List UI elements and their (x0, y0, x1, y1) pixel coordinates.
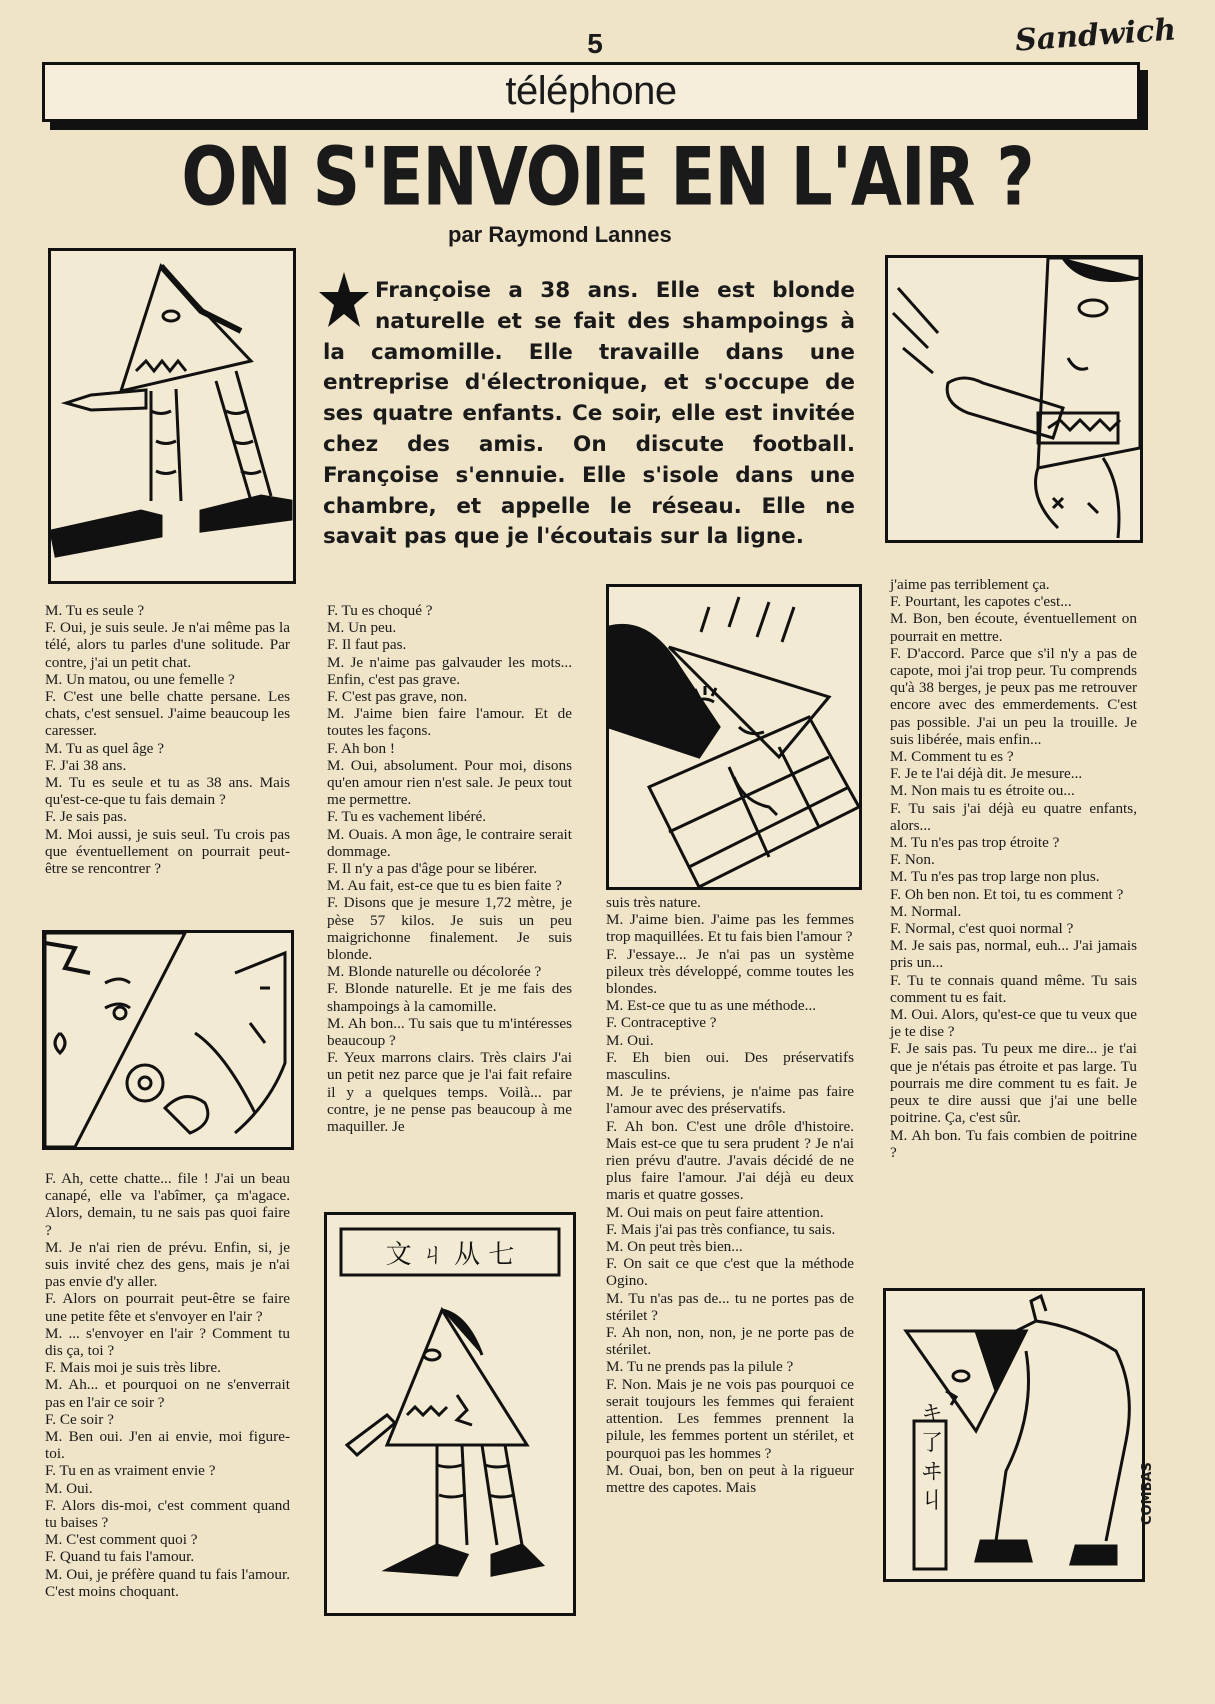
dialogue-line: F. Mais moi je suis très libre. (45, 1359, 221, 1377)
cartoon-drawing-icon (888, 258, 1140, 540)
dialogue-line: M. Tu ne prends pas la pilule ? (606, 1358, 794, 1376)
dialogue-line: F. Il faut pas. (327, 636, 407, 654)
byline: par Raymond Lannes (448, 222, 672, 247)
dialogue-line: F. Ah bon ! (327, 739, 395, 757)
dialogue-line: M. Tu as quel âge ? (45, 739, 164, 757)
dialogue-line: F. Je te l'ai déjà dit. Je mesure... (890, 765, 1083, 783)
intro-paragraph (323, 276, 855, 553)
dialogue-line: M. Tu n'es pas trop étroite ? (890, 834, 1060, 852)
dialogue-line: F. Oh ben non. Et toi, tu es comment ? (890, 885, 1124, 903)
sign-text: 文 ㄐ 从 七 (385, 1240, 515, 1270)
dialogue-line: F. J'ai 38 ans. (45, 756, 127, 774)
dialogue-line: M. Un peu. (327, 619, 397, 637)
dialogue-line: F. Quand tu fais l'amour. (45, 1548, 195, 1566)
dialogue-line: F. Non. (890, 851, 935, 869)
dialogue-line: M. Oui. Alors, qu'est-ce que tu veux que je te dise ? (890, 1006, 1137, 1041)
dialogue-line: F. Je sais pas. (45, 808, 127, 826)
dialogue-line: F. Ce soir ? (45, 1410, 114, 1428)
dialogue-line: M. Comment tu es ? (890, 748, 1014, 766)
intro-text: Françoise a 38 ans. Elle est blonde naturelle et se fait des shampoings à la camomille. Elle travaille dans une entreprise d'électronique, et s'occupe de ses quatre enfants. Ce soir, elle est invitée chez des amis. On discute football. Françoise s'ennuie. Elle s'isole dans une chambre, et appelle le réseau. Elle ne savait pas que je l'écoutais sur la ligne. (323, 278, 855, 550)
dialogue-line: M. Je n'aime pas galvauder les mots... Enfin, c'est pas grave. (327, 653, 572, 688)
rubric-label: téléphone (505, 69, 677, 113)
cartoon-drawing-icon (327, 1215, 573, 1613)
dialogue-line: M. Ah bon. Tu fais combien de poitrine ? (890, 1126, 1137, 1161)
dialogue-line: M. Je n'ai rien de prévu. Enfin, si, je suis invité chez des gens, mais je n'ai pas envie d'y aller. (45, 1238, 290, 1291)
dialogue-line: F. J'essaye... Je n'ai pas un système pileux très développé, comme toutes les blondes. (606, 945, 854, 998)
dialogue-line: F. Eh bien oui. Des préservatifs masculins. (606, 1048, 854, 1084)
sign-text-vertical: キ 了 ヰ 丩 (917, 1401, 943, 1511)
illustration-face-closeup (606, 584, 862, 890)
dialogue-line: F. Ah, cette chatte... file ! J'ai un beau canapé, elle va l'abîmer, ça m'agace. Alors, demain, tu ne sais pas quoi faire ? (45, 1170, 290, 1239)
dialogue-line: M. Ben oui. J'en ai envie, moi figure-toi. (45, 1428, 290, 1463)
column-2 (327, 602, 572, 1135)
illustration-standing-triangle (324, 1212, 576, 1616)
page-number: 5 (587, 28, 603, 59)
dialogue-line: F. Tu te connais quand même. Tu sais comment tu es fait. (890, 971, 1137, 1006)
dialogue-line: F. Non. Mais je ne vois pas pourquoi ce serait toujours les femmes qui feraient attention. Les femmes prennent la pilule, les femmes portent un stérilet, et pourquoi pas les hommes ? (606, 1375, 854, 1462)
dialogue-line: F. C'est une belle chatte persane. Les chats, c'est sensuel. J'aime beaucoup les caresser. (45, 688, 290, 740)
cartoon-drawing-icon (45, 933, 291, 1147)
dialogue-line: M. Est-ce que tu as une méthode... (606, 997, 817, 1015)
dialogue-line: F. Contraceptive ? (606, 1014, 717, 1032)
dialogue-line: F. Ah non, non, non, je ne porte pas de stérilet. (606, 1324, 854, 1359)
dialogue-line: j'aime pas terriblement ça. (890, 576, 1050, 593)
dialogue-line: M. Non mais tu es étroite ou... (890, 782, 1075, 800)
column-1-top (45, 602, 290, 877)
dialogue-line: M. Bon, ben écoute, éventuellement on pourrait en mettre. (890, 610, 1137, 645)
dialogue-line: M. Je sais pas, normal, euh... J'ai jamais pris un... (890, 937, 1137, 972)
dialogue-line: F. D'accord. Parce que s'il n'y a pas de capote, moi j'ai trop peur. Tu comprends qu'à 38 berges, je peux pas me retrouver encore avec des emmerdements. C'est pas possible. J'ai un peu la trouille. Je suis libérée, mais enfin... (890, 644, 1137, 748)
dialogue-line: M. Tu es seule ? (45, 602, 145, 619)
dialogue-line: suis très nature. (606, 894, 701, 911)
headline: ON S'ENVOIE EN L'AIR ? (181, 130, 1034, 224)
column-4 (890, 576, 1137, 1161)
dialogue-line: M. On peut très bien... (606, 1238, 743, 1256)
dialogue-line: M. Ouai, bon, ben on peut à la rigueur mettre des capotes. Mais (606, 1461, 854, 1496)
dialogue-line: F. On sait ce que c'est que la méthode Ogino. (606, 1255, 854, 1290)
dialogue-line: F. Je sais pas. Tu peux me dire... je t'ai que je n'étais pas étroite et pas large. Tu pourrais me dire comment tu es fait. Je peux te dire aussi que j'ai une belle poitrine. Ça, c'est sûr. (890, 1040, 1137, 1127)
dialogue-line: F. Normal, c'est quoi normal ? (890, 920, 1074, 938)
dialogue-line: M. Ah bon... Tu sais que tu m'intéresses beaucoup ? (327, 1014, 572, 1050)
dialogue-line: F. C'est pas grave, non. (327, 688, 468, 706)
column-3 (606, 894, 854, 1496)
dialogue-line: F. Yeux marrons clairs. Très clairs J'ai un petit nez parce que je l'ai fait refaire il y a quelques temps. Voilà... par contre, je ne pense pas beaucoup à me maquiller. Je (327, 1049, 572, 1136)
dialogue-line: M. Blonde naturelle ou décolorée ? (327, 963, 542, 981)
dialogue-line: M. Oui, je préfère quand tu fais l'amour. C'est moins choquant. (45, 1565, 290, 1600)
dialogue-line: M. J'aime bien faire l'amour. Et de toutes les façons. (327, 705, 572, 740)
dialogue-line: F. Tu sais j'ai déjà eu quatre enfants, alors... (890, 799, 1137, 834)
illustration-grinning-face (885, 255, 1143, 543)
dialogue-line: M. J'aime bien. J'aime pas les femmes trop maquillées. Et tu fais bien l'amour ? (606, 911, 854, 946)
dialogue-line: M. Tu n'es pas trop large non plus. (890, 868, 1100, 886)
dialogue-line: M. Tu n'as pas de... tu ne portes pas de stérilet ? (606, 1289, 854, 1324)
dialogue-line: F. Alors on pourrait peut-être se faire une petite fête et s'envoyer en l'air ? (45, 1290, 290, 1325)
dialogue-line: F. Oui, je suis seule. Je n'ai même pas la télé, alors tu parles d'une solitude. Par contre, j'ai un petit chat. (45, 619, 290, 671)
dialogue-line: M. Oui. (45, 1479, 93, 1497)
dialogue-line: M. Au fait, est-ce que tu es bien faite ? (327, 877, 562, 895)
illustration-bending-figure (883, 1288, 1145, 1582)
dialogue-line: M. Oui mais on peut faire attention. (606, 1203, 824, 1221)
dialogue-line: M. Oui. (606, 1031, 654, 1049)
dialogue-line: F. Pourtant, les capotes c'est... (890, 593, 1072, 611)
cartoon-drawing-icon (609, 587, 859, 887)
dialogue-line: M. Normal. (890, 902, 962, 920)
dialogue-line: M. Je te préviens, je n'aime pas faire l'amour avec des préservatifs. (606, 1083, 854, 1118)
dialogue-line: M. Ouais. A mon âge, le contraire serait dommage. (327, 825, 572, 860)
cartoon-drawing-icon (51, 251, 293, 581)
dialogue-line: M. Moi aussi, je suis seul. Tu crois pas que éventuellement on pourrait peut-être se rencontrer ? (45, 825, 290, 878)
artist-signature: COMBAS (1140, 1462, 1155, 1525)
dialogue-line: M. ... s'envoyer en l'air ? Comment tu dis ça, toi ? (45, 1324, 290, 1360)
dialogue-line: F. Tu es vachement libéré. (327, 808, 487, 826)
dialogue-line: F. Mais j'ai pas très confiance, tu sais. (606, 1220, 836, 1238)
dialogue-line: F. Ah bon. C'est une drôle d'histoire. Mais est-ce que tu sera prudent ? Je n'ai rien prévu d'autre. J'avais décidé de ne plus faire l'amour. J'ai déjà eu deux maris et quatre gosses. (606, 1117, 854, 1204)
column-1-bottom (45, 1170, 290, 1600)
dialogue-line: F. Tu en as vraiment envie ? (45, 1462, 216, 1480)
dialogue-line: M. Oui, absolument. Pour moi, disons qu'en amour rien n'est sale. Je peux tout me permettre. (327, 756, 572, 809)
dialogue-line: M. Un matou, ou une femelle ? (45, 670, 235, 688)
dialogue-line: M. C'est comment quoi ? (45, 1531, 198, 1549)
dialogue-line: F. Alors dis-moi, c'est comment quand tu baises ? (45, 1496, 290, 1532)
dialogue-line: F. Blonde naturelle. Et je me fais des shampoings à la camomille. (327, 980, 572, 1015)
illustration-walking-triangle (48, 248, 296, 584)
star-icon (319, 272, 369, 328)
dialogue-line: F. Il n'y a pas d'âge pour se libérer. (327, 860, 538, 878)
cartoon-drawing-icon (886, 1291, 1142, 1579)
dialogue-line: M. Ah... et pourquoi on ne s'enverrait pas en l'air ce soir ? (45, 1376, 290, 1411)
dialogue-line: F. Disons que je mesure 1,72 mètre, je pèse 57 kilos. Je suis un peu maigrichonne finalement. Je suis blonde. (327, 894, 572, 964)
rubric-banner (42, 62, 1140, 122)
illustration-two-figures (42, 930, 294, 1150)
publication-name: Sandwich (1013, 12, 1178, 59)
dialogue-line: F. Tu es choqué ? (327, 602, 433, 619)
dialogue-line: M. Tu es seule et tu as 38 ans. Mais qu'est-ce-que tu fais demain ? (45, 774, 290, 809)
